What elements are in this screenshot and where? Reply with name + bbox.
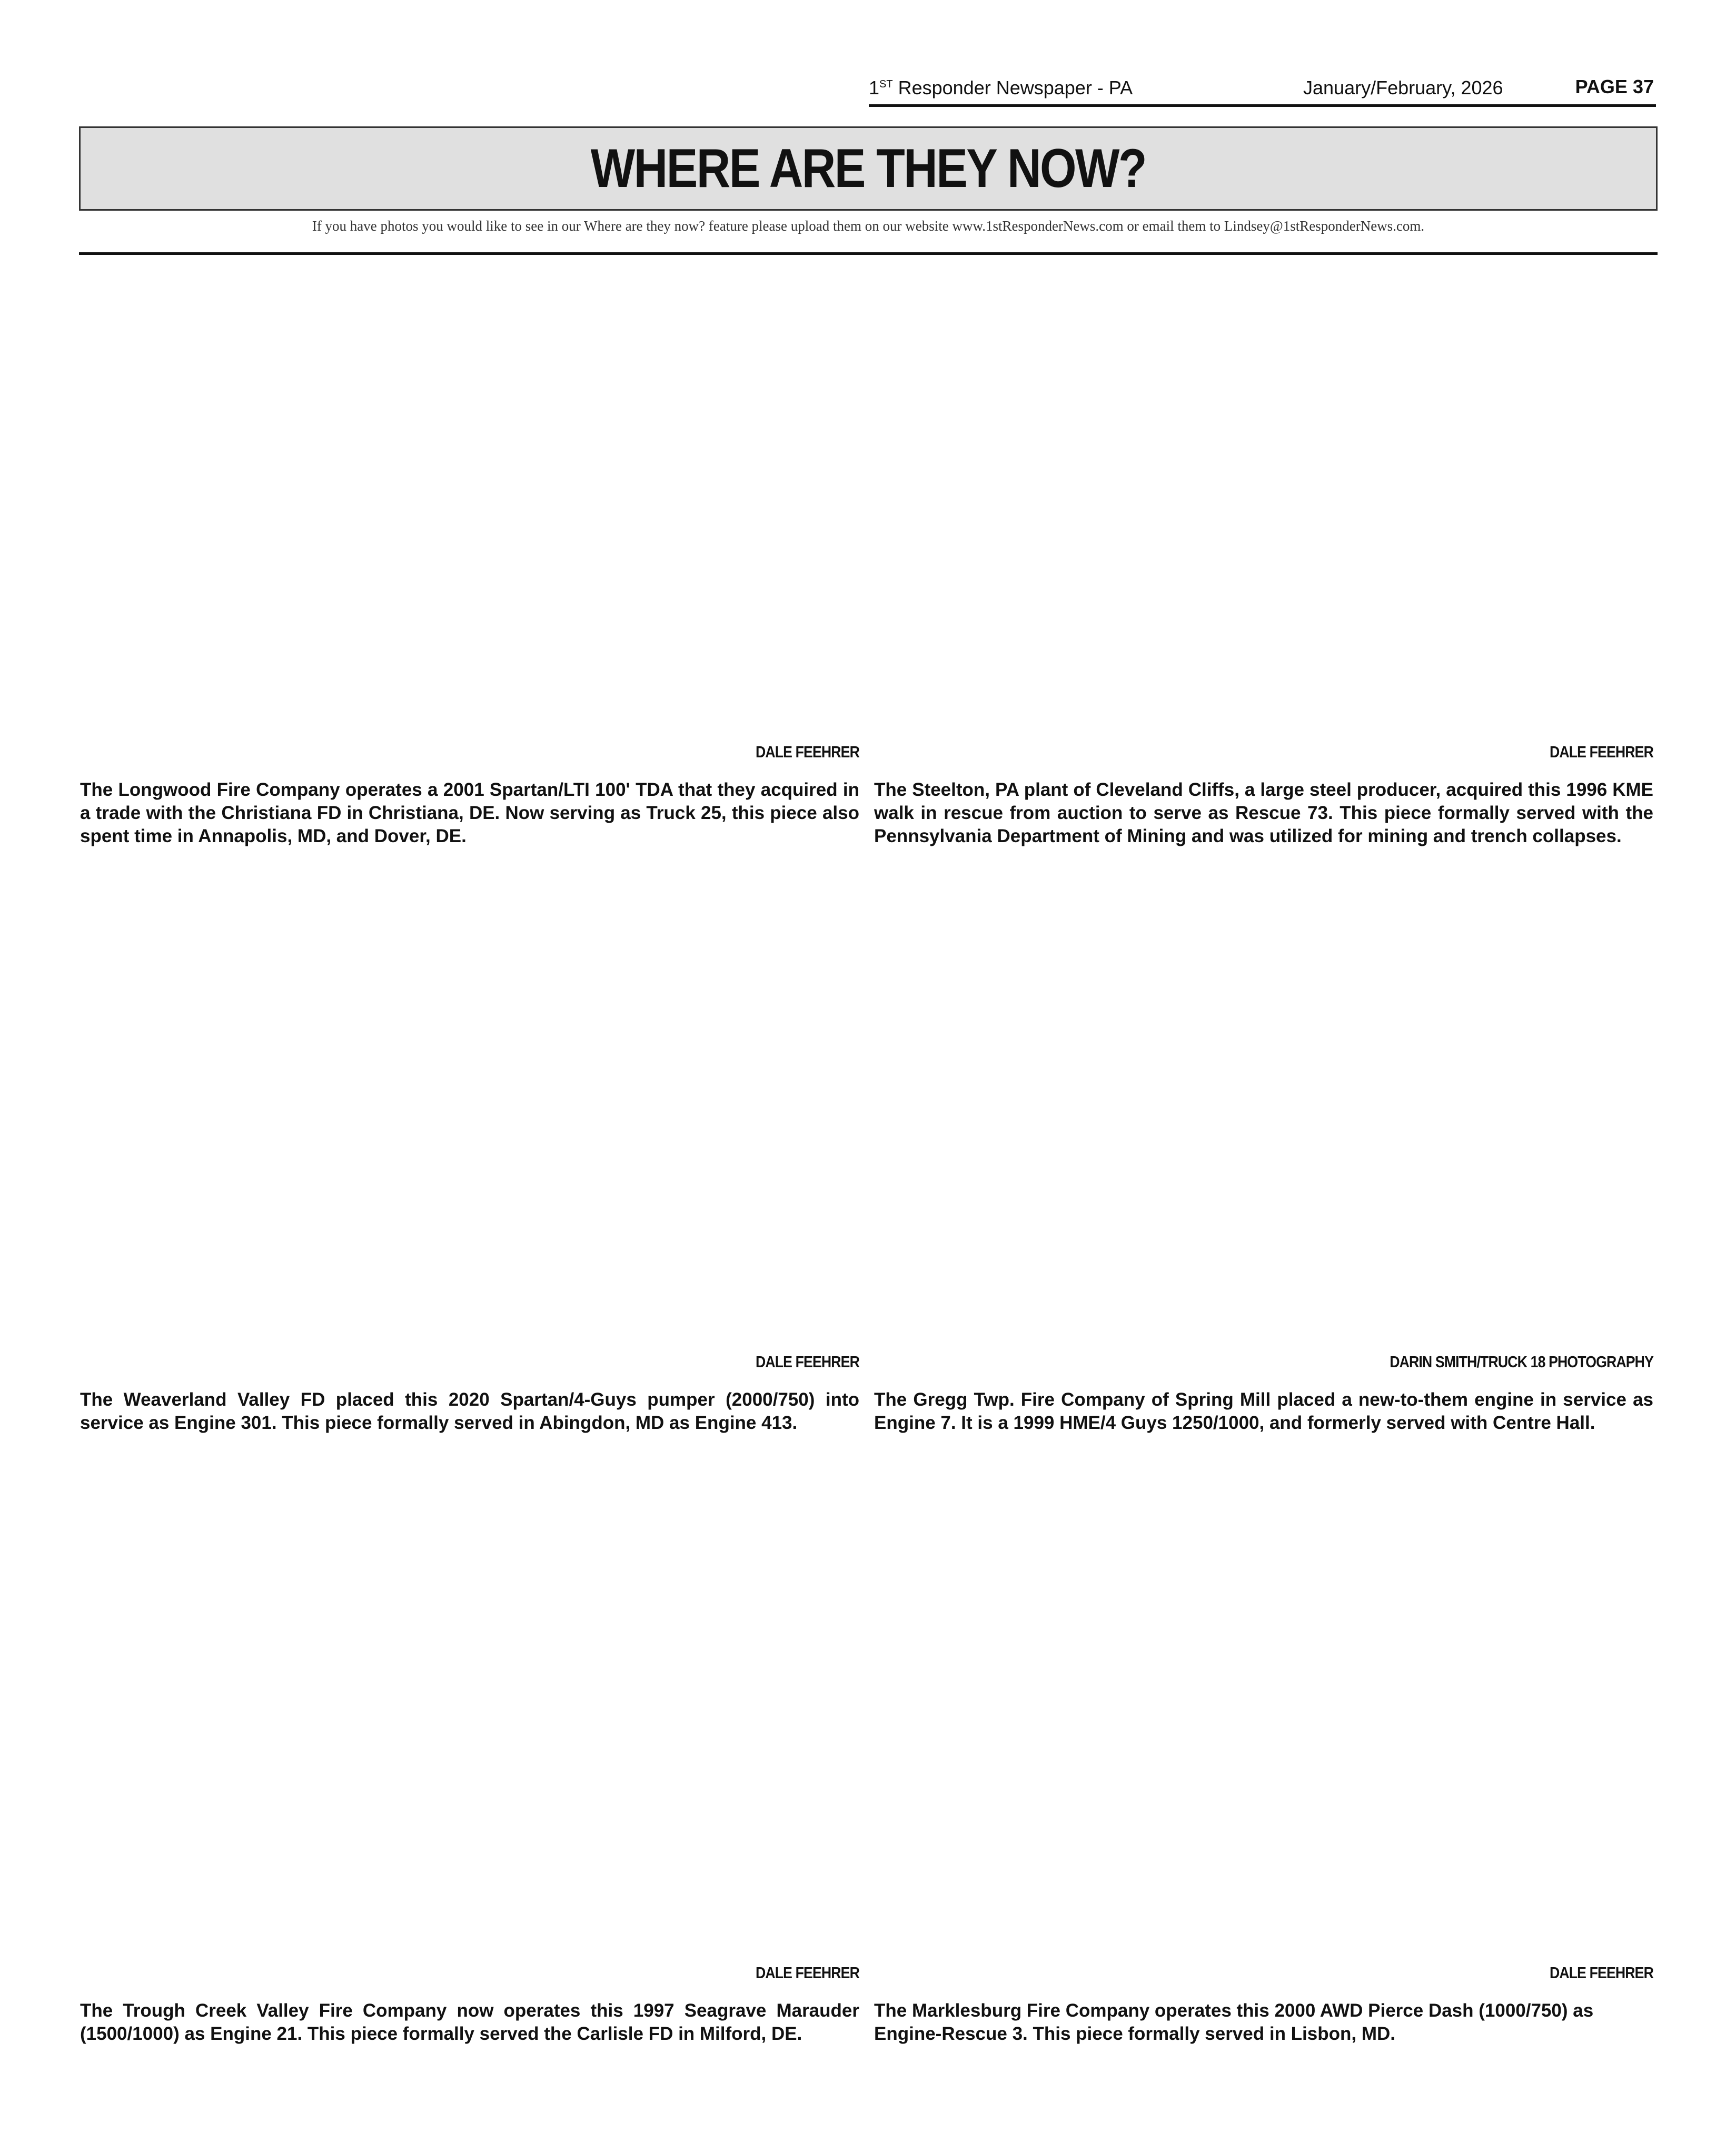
photo-placeholder	[874, 263, 1653, 727]
photo-placeholder	[80, 885, 859, 1348]
photo-caption: The Weaverland Valley FD placed this 2020 Spartan/4-Guys pumper (2000/750) into service as Engine 301. This piece formally served in Abingdon, MD as Engine 413.	[80, 1389, 859, 1433]
page-number: PAGE 37	[1575, 76, 1654, 97]
newspaper-name: 1ST Responder Newspaper - PA	[869, 77, 1133, 98]
photo-credit: DARIN SMITH/TRUCK 18 PHOTOGRAPHY	[1390, 1353, 1653, 1371]
photo-placeholder	[874, 885, 1653, 1348]
photo-credit: DALE FEEHRER	[1549, 743, 1653, 761]
submission-instructions: If you have photos you would like to see in our Where are they now? feature please upload them on our website www.1stResponderNews.com or email them to Lindsey@1stResponderNews.com.	[312, 218, 1425, 234]
photo-caption: The Steelton, PA plant of Cleveland Cliffs, a large steel producer, acquired this 1996 KME walk in rescue from auction to serve as Rescue 73. This piece formally served with the Pennsylvania Department of Mining and was utilized for mining and trench collapses.	[874, 779, 1653, 846]
photo-caption: The Longwood Fire Company operates a 2001 Spartan/LTI 100' TDA that they acquired in a trade with the Christiana FD in Christiana, DE. Now serving as Truck 25, this piece also spent time in Annapolis, MD, and Dover, DE.	[80, 779, 859, 846]
issue-date: January/February, 2026	[1303, 77, 1503, 98]
photo-credit: DALE FEEHRER	[755, 1963, 859, 1982]
section-title: WHERE ARE THEY NOW?	[590, 137, 1146, 199]
photo-credit: DALE FEEHRER	[1549, 1963, 1653, 1982]
photo-caption: The Trough Creek Valley Fire Company now operates this 1997 Seagrave Marauder (1500/1000) as Engine 21. This piece formally served the Carlisle FD in Milford, DE.	[80, 2000, 859, 2044]
section-banner	[79, 126, 1658, 211]
photo-caption: The Gregg Twp. Fire Company of Spring Mill placed a new-to-them engine in service as Engine 7. It is a 1999 HME/4 Guys 1250/1000, and formerly served with Centre Hall.	[874, 1389, 1653, 1433]
photo-placeholder	[874, 1464, 1653, 1959]
header-divider	[79, 252, 1658, 255]
photo-placeholder	[80, 263, 859, 727]
photo-placeholder	[80, 1464, 859, 1959]
photo-caption: The Marklesburg Fire Company operates this 2000 AWD Pierce Dash (1000/750) as Engine-Rescue 3. This piece formally served in Lisbon, MD.	[874, 2000, 1594, 2044]
masthead	[869, 74, 1656, 107]
photo-credit: DALE FEEHRER	[755, 743, 859, 761]
photo-credit: DALE FEEHRER	[755, 1353, 859, 1371]
